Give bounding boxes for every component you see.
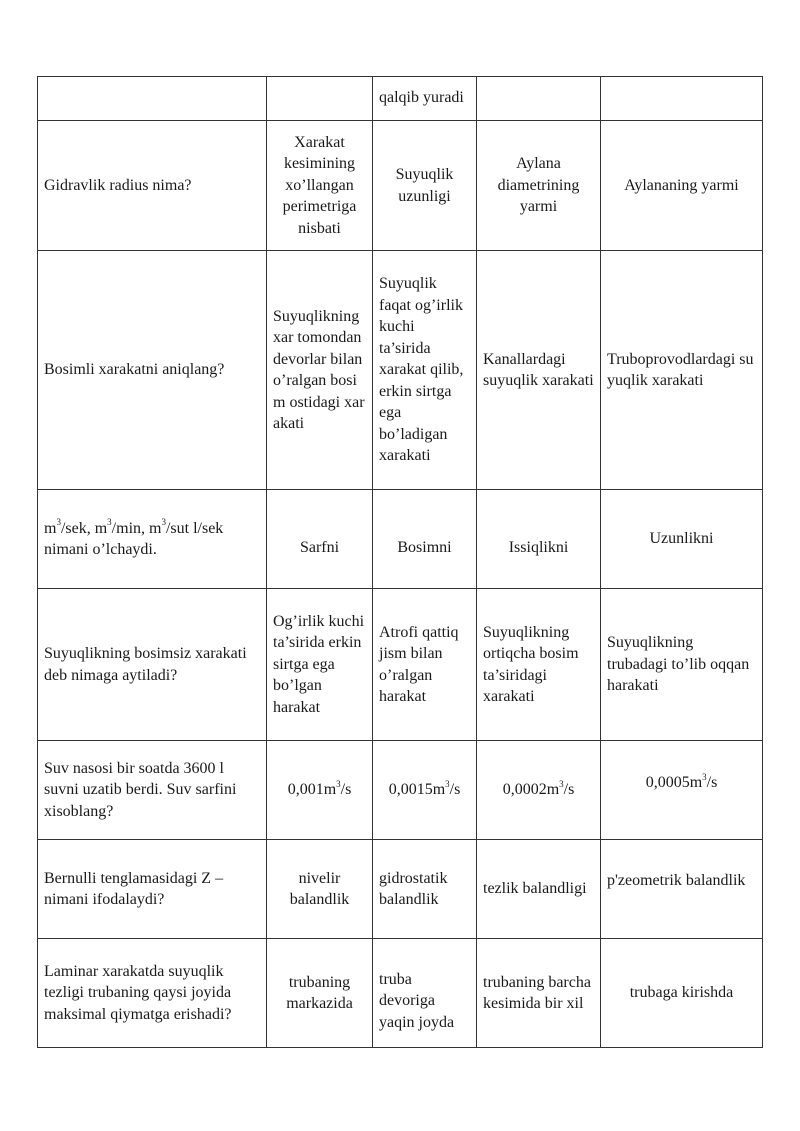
- option-cell: trubaning markazida: [267, 939, 373, 1048]
- option-cell: truba devoriga yaqin joyda: [373, 939, 477, 1048]
- option-cell: tezlik balandligi: [477, 840, 601, 939]
- table-row: [38, 589, 763, 741]
- option-cell: gidrostatik balandlik: [373, 840, 477, 939]
- unit-exponent: 3: [336, 778, 341, 789]
- option-cell: [267, 77, 373, 121]
- option-cell: [373, 741, 477, 840]
- option-cell: Suyuqlik faqat og’irlik kuchi ta’sirida xarakat qilib, erkin sirtga ega bo’ladigan xarakati: [373, 251, 477, 490]
- unit-exponent: 3: [107, 517, 112, 528]
- option-cell: [477, 77, 601, 121]
- unit-text: m: [44, 519, 57, 537]
- option-text: /s: [449, 781, 461, 799]
- table-row: [38, 77, 763, 121]
- option-cell: [601, 77, 763, 121]
- option-text: 0,0015m: [388, 781, 446, 799]
- question-cell: Suyuqlikning bosimsiz xarakati deb nimaga aytiladi?: [38, 589, 267, 741]
- unit-text: /sut l/sek nimani o’lchaydi.: [44, 519, 224, 558]
- option-cell: Suyuqlik uzunligi: [373, 121, 477, 251]
- option-cell: Bosimni: [373, 490, 477, 589]
- question-cell: Bernulli tenglamasidagi Z – nimani ifodalaydi?: [38, 840, 267, 939]
- option-cell: Suyuqlikning trubadagi to’lib oqqan harakati: [601, 589, 763, 741]
- option-text: qalqib yuradi: [379, 89, 464, 106]
- option-cell: Truboprovodlardagi suyuqlik xarakati: [601, 251, 763, 490]
- unit-exponent: 3: [161, 517, 166, 528]
- option-text: /s: [563, 781, 575, 799]
- unit-text: /min, m: [111, 519, 162, 537]
- option-cell: [267, 741, 373, 840]
- option-cell: Suyuqlikning ortiqcha bosim ta’siridagi xarakati: [477, 589, 601, 741]
- option-cell: Atrofi qattiq jism bilan o’ralgan harakat: [373, 589, 477, 741]
- table-row: [38, 840, 763, 939]
- unit-text: /sek, m: [60, 519, 108, 537]
- option-text: 0,0005m: [645, 774, 703, 792]
- option-cell: Sarfni: [267, 490, 373, 589]
- table-row: [38, 741, 763, 840]
- table-row: [38, 490, 763, 589]
- question-cell: Bosimli xarakatni aniqlang?: [38, 251, 267, 490]
- option-cell: Og’irlik kuchi ta’sirida erkin sirtga ega bo’lgan harakat: [267, 589, 373, 741]
- option-text: 0,0002m: [502, 781, 560, 799]
- question-cell: [38, 77, 267, 121]
- option-cell: [477, 741, 601, 840]
- unit-exponent: 3: [56, 517, 61, 528]
- option-cell: Aylana diametrining yarmi: [477, 121, 601, 251]
- unit-exponent: 3: [559, 778, 564, 789]
- table-row: [38, 251, 763, 490]
- option-text: /s: [340, 781, 352, 799]
- option-cell: [373, 77, 477, 121]
- option-cell: trubaning barcha kesimida bir xil: [477, 939, 601, 1048]
- option-cell: trubaga kirishda: [601, 939, 763, 1048]
- question-cell: Suv nasosi bir soatda 3600 l suvni uzatib berdi. Suv sarfini xisoblang?: [38, 741, 267, 840]
- question-cell: [38, 490, 267, 589]
- unit-exponent: 3: [702, 771, 707, 782]
- option-cell: Uzunlikni: [601, 490, 763, 589]
- option-cell: Kanallardagi suyuqlik xarakati: [477, 251, 601, 490]
- table-row: [38, 939, 763, 1048]
- unit-exponent: 3: [445, 778, 450, 789]
- option-cell: Aylananing yarmi: [601, 121, 763, 251]
- table-row: [38, 121, 763, 251]
- question-cell: Gidravlik radius nima?: [38, 121, 267, 251]
- option-cell: p'zeometrik balandlik: [601, 840, 763, 939]
- option-cell: [601, 741, 763, 840]
- quiz-table: [37, 76, 763, 1048]
- option-cell: nivelir balandlik: [267, 840, 373, 939]
- question-cell: Laminar xarakatda suyuqlik tezligi trubaning qaysi joyida maksimal qiymatga erishadi?: [38, 939, 267, 1048]
- option-cell: Issiqlikni: [477, 490, 601, 589]
- option-cell: Suyuqlikning xar tomondan devorlar bilan o’ralgan bosim ostidagi xarakati: [267, 251, 373, 490]
- option-text: 0,001m: [287, 781, 337, 799]
- option-cell: Xarakat kesimining xo’llangan perimetriga nisbati: [267, 121, 373, 251]
- option-text: /s: [706, 774, 718, 792]
